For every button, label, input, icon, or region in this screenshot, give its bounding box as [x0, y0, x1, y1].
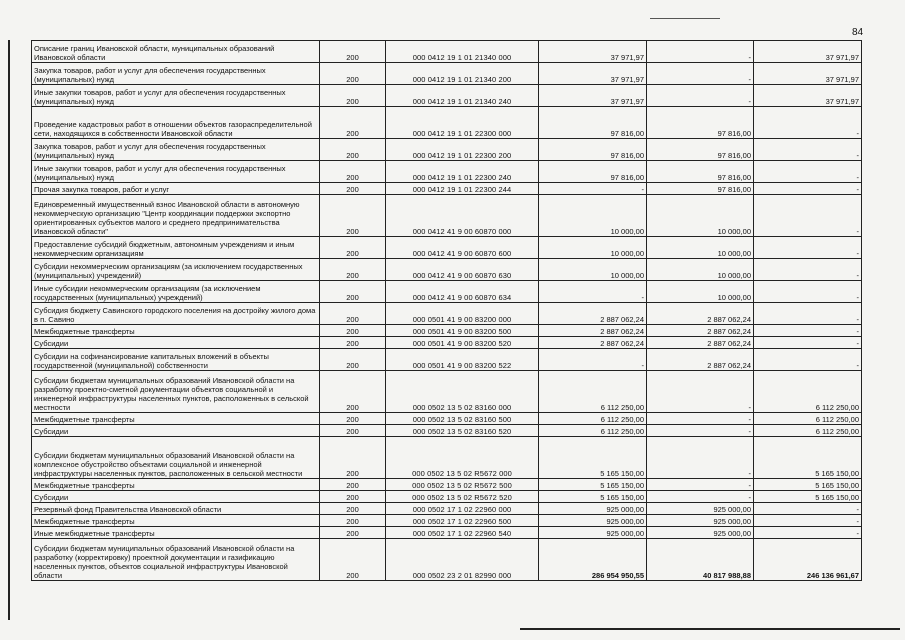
row-code: 000 0502 17 1 02 22960 000: [386, 503, 539, 515]
row-amount-3: 37 971,97: [754, 85, 862, 107]
table-row: [32, 139, 862, 161]
table-row: [32, 349, 862, 371]
row-amount-2: 10 000,00: [647, 237, 754, 259]
row-grbs: 200: [320, 161, 386, 183]
row-grbs: 200: [320, 195, 386, 237]
row-amount-total: 10 000,00: [539, 259, 647, 281]
row-grbs: 200: [320, 237, 386, 259]
row-amount-total: -: [539, 281, 647, 303]
row-name: Межбюджетные трансферты: [32, 515, 320, 527]
row-code: 000 0412 19 1 01 21340 200: [386, 63, 539, 85]
row-amount-total: 2 887 062,24: [539, 337, 647, 349]
row-grbs: 200: [320, 107, 386, 139]
row-amount-3: -: [754, 527, 862, 539]
table-row: [32, 161, 862, 183]
row-amount-total: -: [539, 183, 647, 195]
row-grbs: 200: [320, 437, 386, 479]
row-code: 000 0412 19 1 01 22300 000: [386, 107, 539, 139]
row-grbs: 200: [320, 281, 386, 303]
table-row: [32, 107, 862, 139]
row-amount-3: 5 165 150,00: [754, 479, 862, 491]
table-row: [32, 281, 862, 303]
row-grbs: 200: [320, 337, 386, 349]
table-row: [32, 539, 862, 581]
row-grbs: 200: [320, 325, 386, 337]
row-name: Субсидии бюджетам муниципальных образований Ивановской области на комплексное обустройство объектами социальной и инженерной инфраструктуры населенных пунктов, расположенных в сельской местности: [32, 437, 320, 479]
row-amount-total: 97 816,00: [539, 161, 647, 183]
row-code: 000 0412 41 9 00 60870 634: [386, 281, 539, 303]
table-row: [32, 527, 862, 539]
row-name: Иные межбюджетные трансферты: [32, 527, 320, 539]
row-amount-total: -: [539, 349, 647, 371]
row-grbs: 200: [320, 85, 386, 107]
row-code: 000 0502 13 5 02 R5672 500: [386, 479, 539, 491]
row-amount-total: 925 000,00: [539, 527, 647, 539]
row-grbs: 200: [320, 63, 386, 85]
row-amount-2: 40 817 988,88: [647, 539, 754, 581]
row-name: Прочая закупка товаров, работ и услуг: [32, 183, 320, 195]
row-grbs: 200: [320, 413, 386, 425]
table-row: [32, 437, 862, 479]
row-amount-3: 6 112 250,00: [754, 371, 862, 413]
table-row: [32, 425, 862, 437]
row-amount-3: -: [754, 195, 862, 237]
row-amount-3: 246 136 961,67: [754, 539, 862, 581]
row-code: 000 0412 41 9 00 60870 000: [386, 195, 539, 237]
row-amount-2: 97 816,00: [647, 107, 754, 139]
row-amount-total: 6 112 250,00: [539, 371, 647, 413]
row-amount-total: 37 971,97: [539, 41, 647, 63]
row-grbs: 200: [320, 425, 386, 437]
row-amount-2: 2 887 062,24: [647, 337, 754, 349]
row-amount-2: 925 000,00: [647, 515, 754, 527]
row-amount-total: 6 112 250,00: [539, 413, 647, 425]
table-row: [32, 337, 862, 349]
row-amount-3: 5 165 150,00: [754, 437, 862, 479]
row-grbs: 200: [320, 527, 386, 539]
row-amount-2: 925 000,00: [647, 527, 754, 539]
row-name: Субсидии на софинансирование капитальных вложений в объекты государственной (муниципальной) собственности: [32, 349, 320, 371]
row-amount-2: -: [647, 371, 754, 413]
table-row: [32, 325, 862, 337]
row-code: 000 0412 41 9 00 60870 630: [386, 259, 539, 281]
row-name: Закупка товаров, работ и услуг для обеспечения государственных (муниципальных) нужд: [32, 139, 320, 161]
row-amount-2: 2 887 062,24: [647, 325, 754, 337]
row-name: Предоставление субсидий бюджетным, автономным учреждениям и иным некоммерческим организациям: [32, 237, 320, 259]
row-amount-total: 6 112 250,00: [539, 425, 647, 437]
row-name: Иные закупки товаров, работ и услуг для обеспечения государственных (муниципальных) нужд: [32, 161, 320, 183]
row-code: 000 0501 41 9 00 83200 500: [386, 325, 539, 337]
row-code: 000 0501 41 9 00 83200 520: [386, 337, 539, 349]
row-name: Межбюджетные трансферты: [32, 325, 320, 337]
row-code: 000 0412 19 1 01 22300 244: [386, 183, 539, 195]
row-amount-total: 10 000,00: [539, 195, 647, 237]
row-amount-2: 10 000,00: [647, 281, 754, 303]
row-amount-3: -: [754, 337, 862, 349]
row-code: 000 0501 41 9 00 83200 000: [386, 303, 539, 325]
row-amount-2: 97 816,00: [647, 183, 754, 195]
left-margin-rule: [8, 40, 10, 620]
row-amount-2: -: [647, 425, 754, 437]
row-amount-3: 37 971,97: [754, 63, 862, 85]
table-row: [32, 183, 862, 195]
row-amount-3: -: [754, 237, 862, 259]
row-name: Субсидии: [32, 337, 320, 349]
table-row: [32, 491, 862, 503]
row-grbs: 200: [320, 259, 386, 281]
table-row: [32, 259, 862, 281]
row-amount-total: 97 816,00: [539, 139, 647, 161]
row-amount-2: 97 816,00: [647, 139, 754, 161]
row-amount-2: -: [647, 437, 754, 479]
row-name: Межбюджетные трансферты: [32, 413, 320, 425]
row-amount-2: 10 000,00: [647, 195, 754, 237]
row-name: Иные субсидии некоммерческим организациям (за исключением государственных (муниципальных) учреждений): [32, 281, 320, 303]
row-name: Субсидии бюджетам муниципальных образований Ивановской области на разработку (корректировку) проектной документации и газификацию населенных пунктов, объектов социальной инфраструктуры Ивановской области: [32, 539, 320, 581]
row-amount-2: -: [647, 413, 754, 425]
row-amount-2: -: [647, 41, 754, 63]
row-amount-2: 2 887 062,24: [647, 349, 754, 371]
row-grbs: 200: [320, 139, 386, 161]
table-row: [32, 303, 862, 325]
row-amount-3: -: [754, 281, 862, 303]
row-name: Резервный фонд Правительства Ивановской области: [32, 503, 320, 515]
row-grbs: 200: [320, 349, 386, 371]
budget-table: [31, 40, 862, 581]
row-amount-2: 925 000,00: [647, 503, 754, 515]
row-amount-total: 37 971,97: [539, 63, 647, 85]
row-amount-total: 10 000,00: [539, 237, 647, 259]
row-amount-3: 6 112 250,00: [754, 425, 862, 437]
table-row: [32, 479, 862, 491]
row-name: Закупка товаров, работ и услуг для обеспечения государственных (муниципальных) нужд: [32, 63, 320, 85]
row-amount-3: -: [754, 259, 862, 281]
row-amount-total: 5 165 150,00: [539, 437, 647, 479]
row-amount-2: 97 816,00: [647, 161, 754, 183]
page-number: 84: [852, 27, 864, 38]
row-grbs: 200: [320, 539, 386, 581]
row-code: 000 0502 13 5 02 83160 520: [386, 425, 539, 437]
row-name: Единовременный имущественный взнос Ивановской области в автономную некоммерческую организацию "Центр координации поддержки экспортно ориентированных субъектов малого и среднего предпринимательства Ивановской области": [32, 195, 320, 237]
table-row: [32, 371, 862, 413]
row-amount-total: 286 954 950,55: [539, 539, 647, 581]
table-row: [32, 413, 862, 425]
row-amount-3: 37 971,97: [754, 41, 862, 63]
row-code: 000 0412 19 1 01 22300 200: [386, 139, 539, 161]
row-name: Субсидии бюджетам муниципальных образований Ивановской области на разработку проектно-сметной документации объектов социальной и инженерной инфраструктуры населенных пунктов, расположенных в сельской местности: [32, 371, 320, 413]
row-grbs: 200: [320, 183, 386, 195]
row-grbs: 200: [320, 479, 386, 491]
row-code: 000 0412 19 1 01 21340 240: [386, 85, 539, 107]
row-code: 000 0502 13 5 02 R5672 000: [386, 437, 539, 479]
table-row: [32, 85, 862, 107]
row-amount-3: -: [754, 515, 862, 527]
row-code: 000 0502 23 2 01 82990 000: [386, 539, 539, 581]
row-amount-3: 5 165 150,00: [754, 491, 862, 503]
row-grbs: 200: [320, 371, 386, 413]
row-amount-3: -: [754, 303, 862, 325]
row-amount-2: 2 887 062,24: [647, 303, 754, 325]
table-row: [32, 237, 862, 259]
budget-table-body: [32, 41, 862, 581]
row-amount-2: -: [647, 491, 754, 503]
row-name: Проведение кадастровых работ в отношении объектов газораспределительной сети, находящихся в собственности Ивановской области: [32, 107, 320, 139]
row-amount-3: -: [754, 503, 862, 515]
row-amount-3: -: [754, 349, 862, 371]
row-amount-3: 6 112 250,00: [754, 413, 862, 425]
row-code: 000 0412 19 1 01 22300 240: [386, 161, 539, 183]
row-code: 000 0502 13 5 02 83160 000: [386, 371, 539, 413]
row-amount-total: 2 887 062,24: [539, 303, 647, 325]
row-amount-3: -: [754, 107, 862, 139]
row-amount-3: -: [754, 183, 862, 195]
row-amount-total: 5 165 150,00: [539, 491, 647, 503]
row-amount-3: -: [754, 161, 862, 183]
row-amount-2: -: [647, 479, 754, 491]
row-code: 000 0412 19 1 01 21340 000: [386, 41, 539, 63]
row-code: 000 0502 13 5 02 83160 500: [386, 413, 539, 425]
row-amount-total: 37 971,97: [539, 85, 647, 107]
row-grbs: 200: [320, 303, 386, 325]
table-row: [32, 195, 862, 237]
table-row: [32, 41, 862, 63]
row-name: Субсидии: [32, 491, 320, 503]
table-row: [32, 503, 862, 515]
row-amount-2: -: [647, 85, 754, 107]
row-name: Субсидия бюджету Савинского городского поселения на достройку жилого дома в п. Савино: [32, 303, 320, 325]
row-name: Субсидии: [32, 425, 320, 437]
row-name: Межбюджетные трансферты: [32, 479, 320, 491]
row-grbs: 200: [320, 41, 386, 63]
row-name: Иные закупки товаров, работ и услуг для обеспечения государственных (муниципальных) нужд: [32, 85, 320, 107]
row-grbs: 200: [320, 491, 386, 503]
row-name: Описание границ Ивановской области, муниципальных образований Ивановской области: [32, 41, 320, 63]
row-grbs: 200: [320, 503, 386, 515]
row-grbs: 200: [320, 515, 386, 527]
row-amount-3: -: [754, 325, 862, 337]
row-code: 000 0412 41 9 00 60870 600: [386, 237, 539, 259]
row-code: 000 0502 17 1 02 22960 500: [386, 515, 539, 527]
row-amount-2: -: [647, 63, 754, 85]
row-amount-2: 10 000,00: [647, 259, 754, 281]
row-code: 000 0502 17 1 02 22960 540: [386, 527, 539, 539]
footer-rule: [520, 628, 900, 630]
row-amount-total: 2 887 062,24: [539, 325, 647, 337]
row-code: 000 0501 41 9 00 83200 522: [386, 349, 539, 371]
row-name: Субсидии некоммерческим организациям (за исключением государственных (муниципальных) учреждений): [32, 259, 320, 281]
header-rule: [650, 18, 720, 19]
row-amount-total: 925 000,00: [539, 515, 647, 527]
row-code: 000 0502 13 5 02 R5672 520: [386, 491, 539, 503]
row-amount-total: 5 165 150,00: [539, 479, 647, 491]
row-amount-3: -: [754, 139, 862, 161]
table-row: [32, 515, 862, 527]
row-amount-total: 925 000,00: [539, 503, 647, 515]
table-row: [32, 63, 862, 85]
row-amount-total: 97 816,00: [539, 107, 647, 139]
